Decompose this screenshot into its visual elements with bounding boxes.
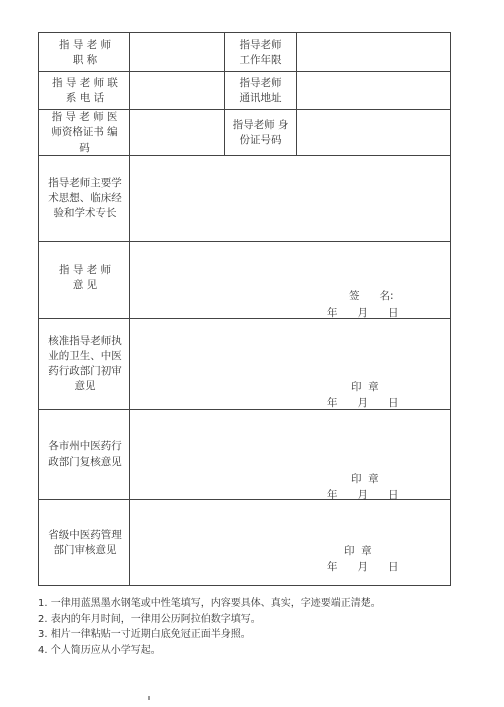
note-item: 1. 一律用蓝黑墨水钢笔或中性笔填写，内容要具体、真实，字迹要端正清楚。 bbox=[38, 598, 381, 609]
label-academic-thoughts: 指导老师主要学术思想、临床经验和学术专长 bbox=[48, 176, 122, 220]
field-recheck-review[interactable] bbox=[130, 410, 450, 498]
label-advisor-license-code: 指 导 老 师 医师资格证书 编码 bbox=[51, 111, 118, 154]
field-initial-review[interactable] bbox=[130, 319, 450, 408]
label-recheck-review: 各市州中医药行政部门复核意见 bbox=[48, 440, 122, 468]
label-advisor-opinion: 指 导 老 师 意 见 bbox=[58, 263, 111, 291]
note-item: 2. 表内的年月时间，一律用公历阿拉伯数字填写。 bbox=[38, 613, 261, 625]
field-academic-thoughts[interactable] bbox=[130, 156, 450, 240]
field-advisor-id-number[interactable] bbox=[297, 110, 450, 154]
seal-label: 印 章 bbox=[351, 381, 379, 393]
date-line: 年 月 日 bbox=[327, 489, 399, 501]
field-advisor-address[interactable] bbox=[297, 72, 450, 108]
fill-in-notes bbox=[38, 596, 478, 658]
label-provincial-review: 省级中医药管理部门审核意见 bbox=[48, 528, 122, 556]
application-form-table bbox=[38, 32, 451, 586]
date-line: 年 月 日 bbox=[327, 397, 399, 409]
date-line: 年 月 日 bbox=[327, 307, 399, 319]
field-advisor-license-code[interactable] bbox=[130, 110, 223, 154]
label-advisor-id-number: 指导老师 身份证号码 bbox=[232, 118, 289, 146]
seal-label: 印 章 bbox=[351, 473, 379, 485]
signature-label: 签 名: bbox=[349, 290, 394, 302]
field-advisor-title[interactable] bbox=[130, 34, 223, 70]
label-initial-review: 核准指导老师执业的卫生、中医药行政部门初审意见 bbox=[48, 334, 122, 393]
field-provincial-review[interactable] bbox=[130, 500, 450, 585]
label-advisor-phone: 指 导 老 师 联 系 电 话 bbox=[52, 76, 118, 104]
field-advisor-phone[interactable] bbox=[130, 72, 223, 108]
field-advisor-work-years[interactable] bbox=[297, 34, 450, 70]
page-mark bbox=[148, 696, 150, 700]
note-item: 3. 相片一律粘贴一寸近期白底免冠正面半身照。 bbox=[38, 629, 251, 640]
label-advisor-work-years: 指导老师 工作年限 bbox=[239, 38, 282, 66]
note-item: 4. 个人简历应从小学写起。 bbox=[38, 644, 161, 656]
column-divider bbox=[224, 33, 225, 155]
seal-label: 印 章 bbox=[344, 545, 372, 557]
label-advisor-address: 指导老师 通讯地址 bbox=[239, 76, 282, 104]
label-advisor-title: 指 导 老 师 职 称 bbox=[58, 38, 111, 66]
field-advisor-opinion[interactable] bbox=[130, 242, 450, 317]
date-line: 年 月 日 bbox=[327, 561, 399, 573]
